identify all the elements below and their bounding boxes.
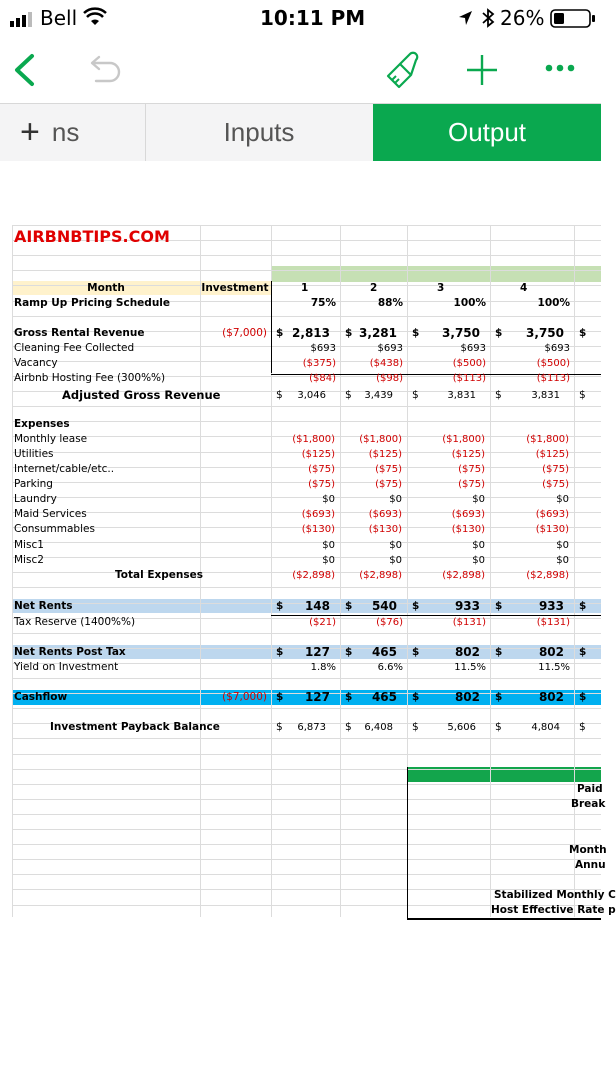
row-value: 540	[371, 599, 397, 614]
row-label: Vacancy	[14, 357, 58, 370]
grid-row-line	[12, 421, 601, 422]
currency-symbol: $	[412, 600, 420, 613]
expense-value: $0	[556, 554, 569, 566]
expense-value: ($130)	[368, 524, 402, 536]
row-value: ($113)	[452, 373, 486, 385]
expense-value: ($130)	[451, 524, 485, 536]
row-value: ($76)	[376, 616, 403, 628]
month-number: 1	[301, 281, 309, 294]
grid-row-line	[12, 784, 601, 785]
currency-symbol: $	[345, 721, 352, 734]
summary-month: Month	[569, 843, 607, 856]
row-value: ($500)	[452, 358, 486, 370]
currency-symbol: $	[579, 600, 587, 613]
expense-value: $0	[322, 539, 335, 551]
row-label: Airbnb Hosting Fee (300%%)	[14, 372, 166, 385]
expense-value: ($130)	[301, 524, 335, 536]
row-value: 3,046	[297, 390, 326, 402]
cash-investment: ($7,000)	[222, 691, 267, 704]
total-expense-value: ($2,898)	[292, 569, 335, 581]
row-value: 6.6%	[377, 661, 403, 673]
tab-output-label: Output	[447, 117, 527, 147]
row-value: ($113)	[536, 373, 570, 385]
summary-border	[407, 767, 408, 919]
expense-value: ($1,800)	[292, 433, 335, 445]
grid-row-line	[12, 255, 601, 256]
expense-value: $0	[389, 554, 402, 566]
row-value: $693	[460, 343, 486, 355]
row-value: 75%	[310, 296, 336, 309]
grid-row-line	[12, 542, 601, 543]
currency-symbol: $	[345, 389, 352, 402]
row-value: 465	[371, 690, 397, 705]
expense-value: ($130)	[535, 524, 569, 536]
grid-row-line	[12, 316, 601, 317]
expense-value: ($693)	[301, 509, 335, 521]
grid-row-line	[12, 678, 601, 679]
expense-value: ($75)	[542, 479, 569, 491]
grid-row-line	[12, 874, 601, 875]
row-value: 11.5%	[454, 661, 486, 673]
expense-label: Utilities	[14, 447, 54, 460]
expense-value: ($125)	[301, 448, 335, 460]
add-sheet-icon[interactable]: +	[20, 113, 40, 151]
expense-value: $0	[556, 539, 569, 551]
total-expense-value: ($2,898)	[526, 569, 569, 581]
adjusted-gross-label: Adjusted Gross Revenue	[62, 388, 221, 403]
row-value: $693	[310, 343, 336, 355]
grid-col-line	[574, 225, 575, 917]
row-label: Yield on Investment	[14, 660, 119, 673]
currency-symbol: $	[412, 645, 420, 658]
row-value: ($98)	[376, 373, 403, 385]
expense-value: $0	[472, 554, 485, 566]
currency-symbol: $	[345, 645, 353, 658]
carrier-name: Bell	[40, 6, 78, 30]
currency-symbol: $	[276, 721, 283, 734]
grid-row-line	[12, 859, 601, 860]
currency-symbol: $	[495, 645, 503, 658]
row-value: 4,804	[531, 722, 560, 734]
expense-value: ($125)	[451, 448, 485, 460]
row-value: 6,408	[364, 722, 393, 734]
grid-col-line	[12, 225, 13, 917]
grid-row-line	[12, 482, 601, 483]
grid-row-line	[12, 557, 601, 558]
expense-label: Laundry	[14, 493, 57, 506]
row-value: ($131)	[536, 616, 570, 628]
expense-label: Monthly lease	[14, 432, 88, 445]
currency-symbol: $	[345, 691, 353, 704]
row-label: Tax Reserve (1400%%)	[14, 615, 136, 628]
expense-value: ($75)	[308, 464, 335, 476]
currency-symbol: $	[495, 389, 502, 402]
currency-symbol: $	[579, 691, 587, 704]
row-value: 127	[304, 644, 330, 659]
grid-row-line	[12, 844, 601, 845]
grid-row-line	[12, 406, 601, 407]
month-header-band	[271, 266, 601, 282]
grid-row-line	[12, 708, 601, 709]
brand-title: AIRBNBTIPS.COM	[14, 226, 170, 246]
row-label: Ramp Up Pricing Schedule	[14, 296, 171, 309]
expense-label: Internet/cable/etc..	[14, 463, 115, 476]
row-value: 148	[304, 599, 330, 614]
row-value: ($21)	[309, 616, 336, 628]
summary-border	[407, 918, 601, 920]
row-value: 2,813	[292, 326, 330, 341]
row-value: ($500)	[536, 358, 570, 370]
grid-row-line	[12, 587, 601, 588]
payback-label: Investment Payback Balance	[50, 721, 220, 734]
currency-symbol: $	[495, 721, 502, 734]
summary-annual: Annu	[575, 858, 606, 871]
expense-value: $0	[389, 494, 402, 506]
row-label: Gross Rental Revenue	[14, 327, 145, 340]
expense-value: $0	[556, 494, 569, 506]
row-value: 3,831	[531, 390, 560, 402]
currency-symbol: $	[495, 600, 503, 613]
expense-value: ($75)	[542, 464, 569, 476]
currency-symbol: $	[345, 327, 353, 340]
currency-symbol: $	[412, 389, 419, 402]
summary-host-rate: Host Effective Rate p	[491, 903, 616, 916]
currency-symbol: $	[276, 327, 284, 340]
row-value: 3,281	[359, 326, 397, 341]
currency-symbol: $	[579, 721, 586, 734]
grid-row-line	[12, 754, 601, 755]
row-label: Cleaning Fee Collected	[14, 342, 135, 355]
month-number: 2	[370, 281, 378, 294]
expense-value: ($125)	[368, 448, 402, 460]
expense-value: $0	[322, 494, 335, 506]
grid-row-line	[12, 829, 601, 830]
expense-value: ($693)	[451, 509, 485, 521]
summary-paid: Paid	[577, 783, 603, 796]
currency-symbol: $	[412, 327, 420, 340]
grid-row-line	[12, 497, 601, 498]
expense-label: Parking	[14, 478, 53, 491]
expense-value: ($75)	[375, 479, 402, 491]
expense-value: ($693)	[368, 509, 402, 521]
row-value: 3,750	[526, 326, 564, 341]
summary-break: Break	[571, 798, 606, 811]
grid-row-line	[12, 738, 601, 739]
row-value: 802	[454, 644, 480, 659]
month-label: Month	[87, 281, 125, 294]
expenses-heading: Expenses	[14, 417, 70, 430]
row-value: 11.5%	[538, 661, 570, 673]
month-number: 4	[520, 281, 528, 294]
expense-value: ($1,800)	[526, 433, 569, 445]
row-value: 3,750	[442, 326, 480, 341]
currency-symbol: $	[276, 645, 284, 658]
grid-row-line	[12, 270, 601, 271]
row-value: 802	[538, 690, 564, 705]
battery-percent: 26%	[500, 6, 545, 30]
total-expense-value: ($2,898)	[359, 569, 402, 581]
expense-label: Misc1	[14, 538, 44, 551]
row-value: $693	[544, 343, 570, 355]
total-expense-value: ($2,898)	[442, 569, 485, 581]
row-value: 6,873	[297, 722, 326, 734]
gross-investment: ($7,000)	[222, 327, 267, 340]
summary-stabilized: Stabilized Monthly C	[494, 888, 616, 901]
grid-row-line	[12, 814, 601, 815]
grid-col-line	[340, 225, 341, 917]
currency-symbol: $	[412, 691, 420, 704]
row-value: 933	[454, 599, 480, 614]
row-value: 802	[454, 690, 480, 705]
row-value: ($375)	[302, 358, 336, 370]
currency-symbol: $	[495, 327, 503, 340]
expense-label: Maid Services	[14, 508, 87, 521]
row-value: $693	[377, 343, 403, 355]
expense-value: $0	[389, 539, 402, 551]
expense-value: ($75)	[458, 464, 485, 476]
row-value: ($438)	[369, 358, 403, 370]
expense-value: $0	[472, 494, 485, 506]
status-time: 10:11 PM	[260, 6, 366, 30]
row-value: 465	[371, 644, 397, 659]
expense-value: ($1,800)	[442, 433, 485, 445]
row-label: Net Rents Post Tax	[14, 645, 126, 658]
row-value: ($131)	[452, 616, 486, 628]
currency-symbol: $	[345, 600, 353, 613]
row-value: ($84)	[309, 373, 336, 385]
currency-symbol: $	[579, 327, 587, 340]
row-value: 88%	[377, 296, 403, 309]
expense-label: Consummables	[14, 523, 95, 536]
row-value: 100%	[453, 296, 486, 309]
row-label: Cashflow	[14, 691, 68, 704]
expense-value: ($1,800)	[359, 433, 402, 445]
expense-value: ($75)	[375, 464, 402, 476]
grid-row-line	[12, 633, 601, 634]
currency-symbol: $	[276, 600, 284, 613]
row-value: 802	[538, 644, 564, 659]
expense-value: $0	[322, 554, 335, 566]
grid-col-line	[490, 225, 491, 917]
expense-value: ($75)	[308, 479, 335, 491]
grid-row-line	[12, 225, 601, 226]
row-value: 933	[538, 599, 564, 614]
tab-inputs-label: Inputs	[223, 117, 295, 147]
expense-label: Misc2	[14, 553, 44, 566]
currency-symbol: $	[579, 389, 586, 402]
expense-value: ($693)	[535, 509, 569, 521]
tab-previous-label: ns	[51, 117, 80, 147]
currency-symbol: $	[579, 645, 587, 658]
total-expenses-label: Total Expenses	[115, 568, 204, 581]
grid-row-line	[12, 769, 601, 770]
grid-row-line	[12, 799, 601, 800]
row-value: 127	[304, 690, 330, 705]
month-number: 3	[437, 281, 445, 294]
row-label: Net Rents	[14, 600, 73, 613]
currency-symbol: $	[412, 721, 419, 734]
row-value: 1.8%	[310, 661, 336, 673]
row-value: 3,831	[447, 390, 476, 402]
row-value: 100%	[537, 296, 570, 309]
currency-symbol: $	[495, 691, 503, 704]
row-value: 5,606	[447, 722, 476, 734]
expense-value: $0	[472, 539, 485, 551]
currency-symbol: $	[276, 389, 283, 402]
investment-label: Investment	[201, 281, 269, 294]
expense-value: ($75)	[458, 479, 485, 491]
row-value: 3,439	[364, 390, 393, 402]
currency-symbol: $	[276, 691, 284, 704]
expense-value: ($125)	[535, 448, 569, 460]
